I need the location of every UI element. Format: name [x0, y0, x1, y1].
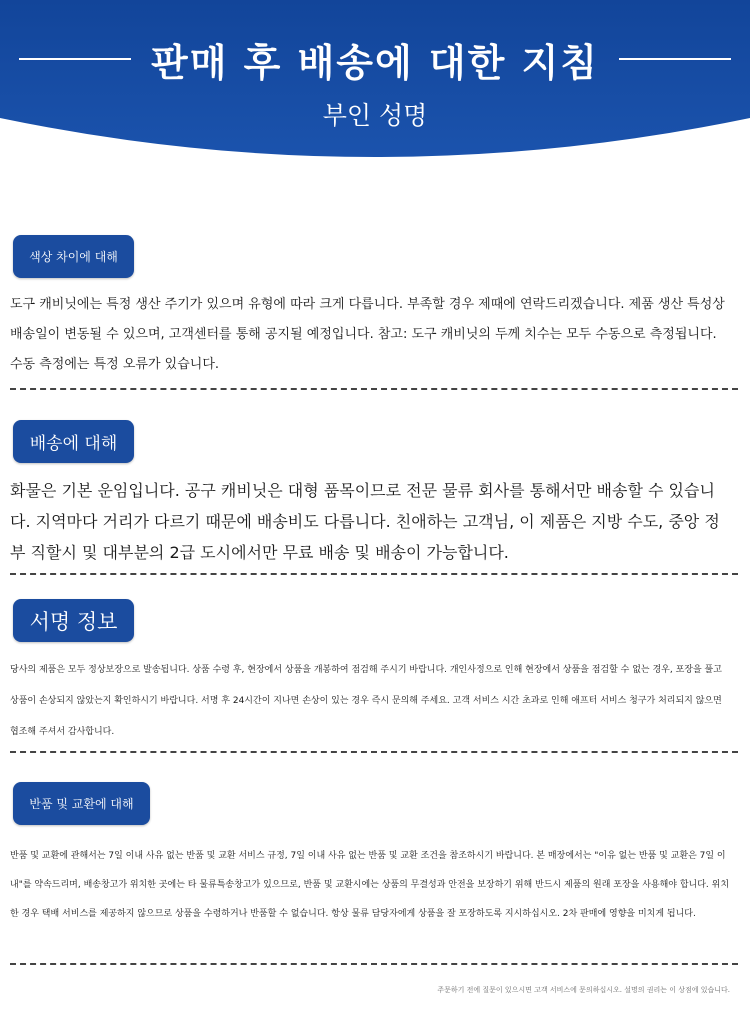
section-divider-2 [10, 573, 738, 575]
section-divider-3 [10, 751, 738, 753]
section-divider-4 [10, 963, 738, 965]
page-title: 판매 후 배송에 대한 지침 [151, 40, 599, 85]
section-badge-returns: 반품 및 교환에 대해 [13, 782, 150, 825]
section-badge-shipping: 배송에 대해 [13, 420, 134, 463]
title-right-rule [619, 58, 731, 60]
section-text-signature: 당사의 제품은 모두 정상보장으로 발송됩니다. 상품 수령 후, 현장에서 상품을 개봉하여 점검해 주시기 바랍니다. 개인사정으로 인해 현장에서 상품을 점검할 수 없는 경우, 포장을 풀고 상품이 손상되지 않았는지 확인하시기 바랍니다. 서명 후 24시간이 지나면 손상이 있는 경우 즉시 문의해 주세요. 고객 서비스 시간 초과로 인해 애프터 서비스 청구가 처리되지 않으면 협조해 주셔서 감사합니다. [10, 665, 722, 737]
footer-note: 주문하기 전에 질문이 있으시면 고객 서비스에 문의하십시오. 설명의 권리는 이 상점에 있습니다. [437, 986, 730, 994]
section-badge-color-difference: 색상 차이에 대해 [13, 235, 134, 278]
title-left-rule [19, 58, 131, 60]
section-text-shipping: 화물은 기본 운임입니다. 공구 캐비닛은 대형 품목이므로 전문 물류 회사를 통해서만 배송할 수 있습니다. 지역마다 거리가 다르기 때문에 배송비도 다릅니다. 친애하는 고객님, 이 제품은 지방 수도, 중앙 정부 직할시 및 대부분의 2급 도시에서만 무료 배송 및 배송이 가능합니다. [10, 481, 720, 562]
title-row [0, 32, 750, 86]
header-banner [0, 0, 750, 168]
section-divider-1 [10, 388, 738, 390]
section-text-returns: 반품 및 교환에 관해서는 7일 이내 사유 없는 반품 및 교환 서비스 규정, 7일 이내 사유 없는 반품 및 교환 조건을 참조하시기 바랍니다. 본 매장에서는 "이유 없는 반품 및 교환은 7일 이내"를 약속드리며, 배송창고가 위치한 곳에는 타 물류특송창고가 있으므로, 반품 및 교환시에는 상품의 무결성과 안전을 보장하기 위해 반드시 제품의 원래 포장을 사용해야 합니다. 위치한 경우 택배 서비스를 제공하지 않으므로 상품을 수령하거나 반품할 수 없습니다. 항상 물류 담당자에게 상품을 잘 포장하도록 지시하십시오. 2차 판매에 영향을 미치게 됩니다. [10, 851, 730, 919]
page-subtitle: 부인 성명 [322, 101, 428, 130]
section-text-color-difference: 도구 캐비닛에는 특정 생산 주기가 있으며 유형에 따라 크게 다릅니다. 부족할 경우 제때에 연락드리겠습니다. 제품 생산 특성상 배송일이 변동될 수 있으며, 고객센터를 통해 공지될 예정입니다. 참고: 도구 캐비닛의 두께 치수는 모두 수동으로 측정됩니다. 수동 측정에는 특정 오류가 있습니다. [10, 297, 725, 372]
section-badge-signature: 서명 정보 [13, 599, 134, 642]
